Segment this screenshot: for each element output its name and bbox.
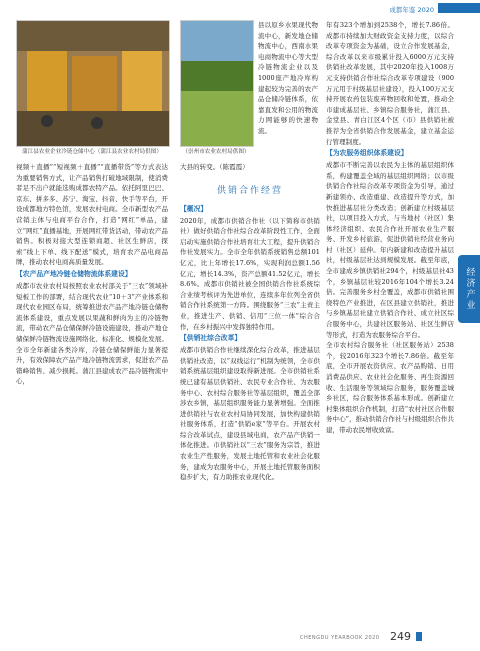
photo-caption: 蒲江县农业企业冷链仓储中心（蒲江县农业农村局供图）: [22, 149, 162, 155]
cold-chain-photo: [16, 20, 170, 147]
column-3: [326, 20, 454, 436]
body-paragraph: 成都市不断完善以农民为主体的基层组织体系，构建覆盖全域的基层组织网络；以市级供销合作社综合改革专项资金为引导，通过新建领办、改造重建、改造提升等方式，加快推进基层社分类改造；创新建立村级基层社，以项目投入方式，与当地村（社区）集体经济组织、农民合作社开展农业生产服务、开发乡村旅游，促进供销社经营业务向村（社区）延伸。年内新建和改造提升基层社，村级基层社达到规模发展。截至年底，全市建成乡镇供销社294个，村级基层社43个，乡镇基层社较2016年104个增长3.24倍。完善服务乡村全覆盖，成都市供销社围绕特色产业推进，在区县建立供销社，推进与乡镇基层社建立供销合作社、成立社区综合服务中心，共建社区服务站、社区生鲜店等形式，打造为农服务综合平台。: [326, 161, 454, 339]
body-paragraph: 大县的转变。（陈霞霞）: [180, 163, 249, 171]
page-footer: [0, 629, 480, 647]
column-1: [16, 162, 168, 387]
section-heading: 【供销社综合改革】: [180, 334, 242, 343]
section-label: 成都年鉴 2020: [389, 6, 434, 14]
body-paragraph: 成都市供销合作社继续深化综合改革，推进基层供销社改造，以“双线运行”机制为统领，全市供销系统基层组织建设取得新进展。全市供销社系统已建有基层供销社、农民专业合作社、为农服务中心、农村综合服务社等基层组织，覆盖全部涉农乡镇，基层组织服务能力显著增强。全面推进供销社与农业农村局协同发展，加快构建供销社服务体系，打造“供销e家”等平台。开展农村综合改革试点，建设县域电商，农产品产供销一体化推进。市供销社以“三农”服务为宗旨，推进农业生产性服务，发展土地托管和农业社会化服务，建成为农服务中心，开展土地托管服务面积稳步扩大，有力助推农业现代化。: [180, 346, 320, 482]
yearbook-brand: CHENGDU YEARBOOK 2020: [300, 635, 380, 641]
body-paragraph: 视频＋直播”“短视频＋直播”“直播带货”等方式表达为重要销售方式，让产品销售打破地域限制，使消费者足不出户就能选购成都农特产品。依托阿里巴巴、京东、拼多多、苏宁、淘宝、抖音、快手等平台，开设成都地方特色馆，发展农村电商。全市新型农产品营销主体与电商平台合作，打造“网红”单品，建立“网红”直播基地，开展网红带货活动，带动农产品销售。积极对接大型连锁商超、社区生鲜店，探索“线上下单、线下配送”模式，培育农产品电商品牌，推动农村电商高质量发展。: [16, 163, 168, 267]
section-heading: 【农产品产地冷链仓储物流体系建设】: [16, 269, 132, 278]
body-paragraph: 年有323个增加到2538个，增长7.86倍。成都市持续加大财政资金支持力度，以综合改革专项资金为基础，设立合作发展基金，综合改革以来市级累计投入6000万元支持供销社改革发展，其中2020年投入1008万元支持供销合作社综合改革专项建设（900万元用于村级基层社建设），投入100万元支持开展农药包装废弃物回收和处置，推动全市建成基层社、乡镇综合服务社，蒲江县、金堂县、青白江区4个区（市）县供销社被推荐为全省供销合作发展基金，建立基金运行管理制度。: [326, 21, 454, 146]
body-paragraph: 县以原乡水果现代物流中心，新发地仓储物流中心，西南水果电商物流中心等大型冷链物流企业以及1000座产地冷库构建起较为完善的农产品仓储冷链体系，依靠直发和公用的物流力网能够的快速物流。: [258, 21, 318, 135]
section-heading: 【概况】: [180, 204, 208, 213]
section-side-tab: 经济产业: [458, 255, 480, 323]
footer-bar: [416, 632, 422, 641]
farm-photo: [180, 20, 254, 147]
body-paragraph: 成都市农业农村局按照农业农村部关于“三农”领域补短板工作的部署，结合现代农业“10＋3”产业体系和现代农业园区布局，统筹推进农产品产地冷链仓储物流体系建设，重点发展以果蔬和鲜肉为主的冷链物流，带动农产品仓储保鲜冷链设施建设，推动产地仓储保鲜冷链物流设施网络化、标准化、规模化发展。全市全年新建各类冷库，冷链仓储保鲜能力显著提升，有效保障农产品产地冷链物流需求，促进农产品错峰销售、减少损耗。蒲江县建成农产品冷链物流中心，: [16, 281, 168, 386]
page-header: [0, 0, 480, 18]
header-bar: [438, 3, 480, 13]
body-paragraph: 全市农村综合服务社（社区服务站）2538个，较2016年323个增长7.86倍。截至年底，全市开展农资供应、农产品购销、日用消费品供应、农业社会化服务、再生资源回收、生活服务等领域综合服务，服务覆盖城乡社区，综合服务体系基本形成。创新建立村集体组织合作机制，打造“农村社区合作服务中心”，推动供销合作社与村级组织合作共建，带动农民增收致富。: [326, 341, 454, 434]
column-2-top: [258, 20, 318, 137]
body-paragraph: 2020年，成都市供销合作社（以下简称市供销社）做好供销合作社综合改革阶段性工作，全面启动实施供销合作社培育壮大工程，提升供销合作社发展实力。全市全年供销系统销售总额101亿元，比上年增长17.6%，实现利润总额1.56亿元，增长14.3%，资产总额41.52亿元，增长8.6%。成都市供销社被全国供销合作社系统综合业绩考核评为先进单位，连续多年位列全省供销合作社系统第一方阵。围绕服务“三农”主责主业，推进生产、供销、信用“三位一体”综合合作，在乡村振兴中发挥独特作用。: [180, 216, 320, 331]
column-2: [180, 162, 320, 483]
cold-chain-image: [17, 21, 169, 146]
photo-caption: （崇州市农业农村局供图）: [182, 149, 250, 155]
section-heading: 【为农服务组织体系建设】: [326, 149, 408, 158]
page-number: 249: [390, 630, 411, 643]
section-title: 供销合作经营: [216, 185, 283, 196]
farm-image: [181, 21, 253, 146]
